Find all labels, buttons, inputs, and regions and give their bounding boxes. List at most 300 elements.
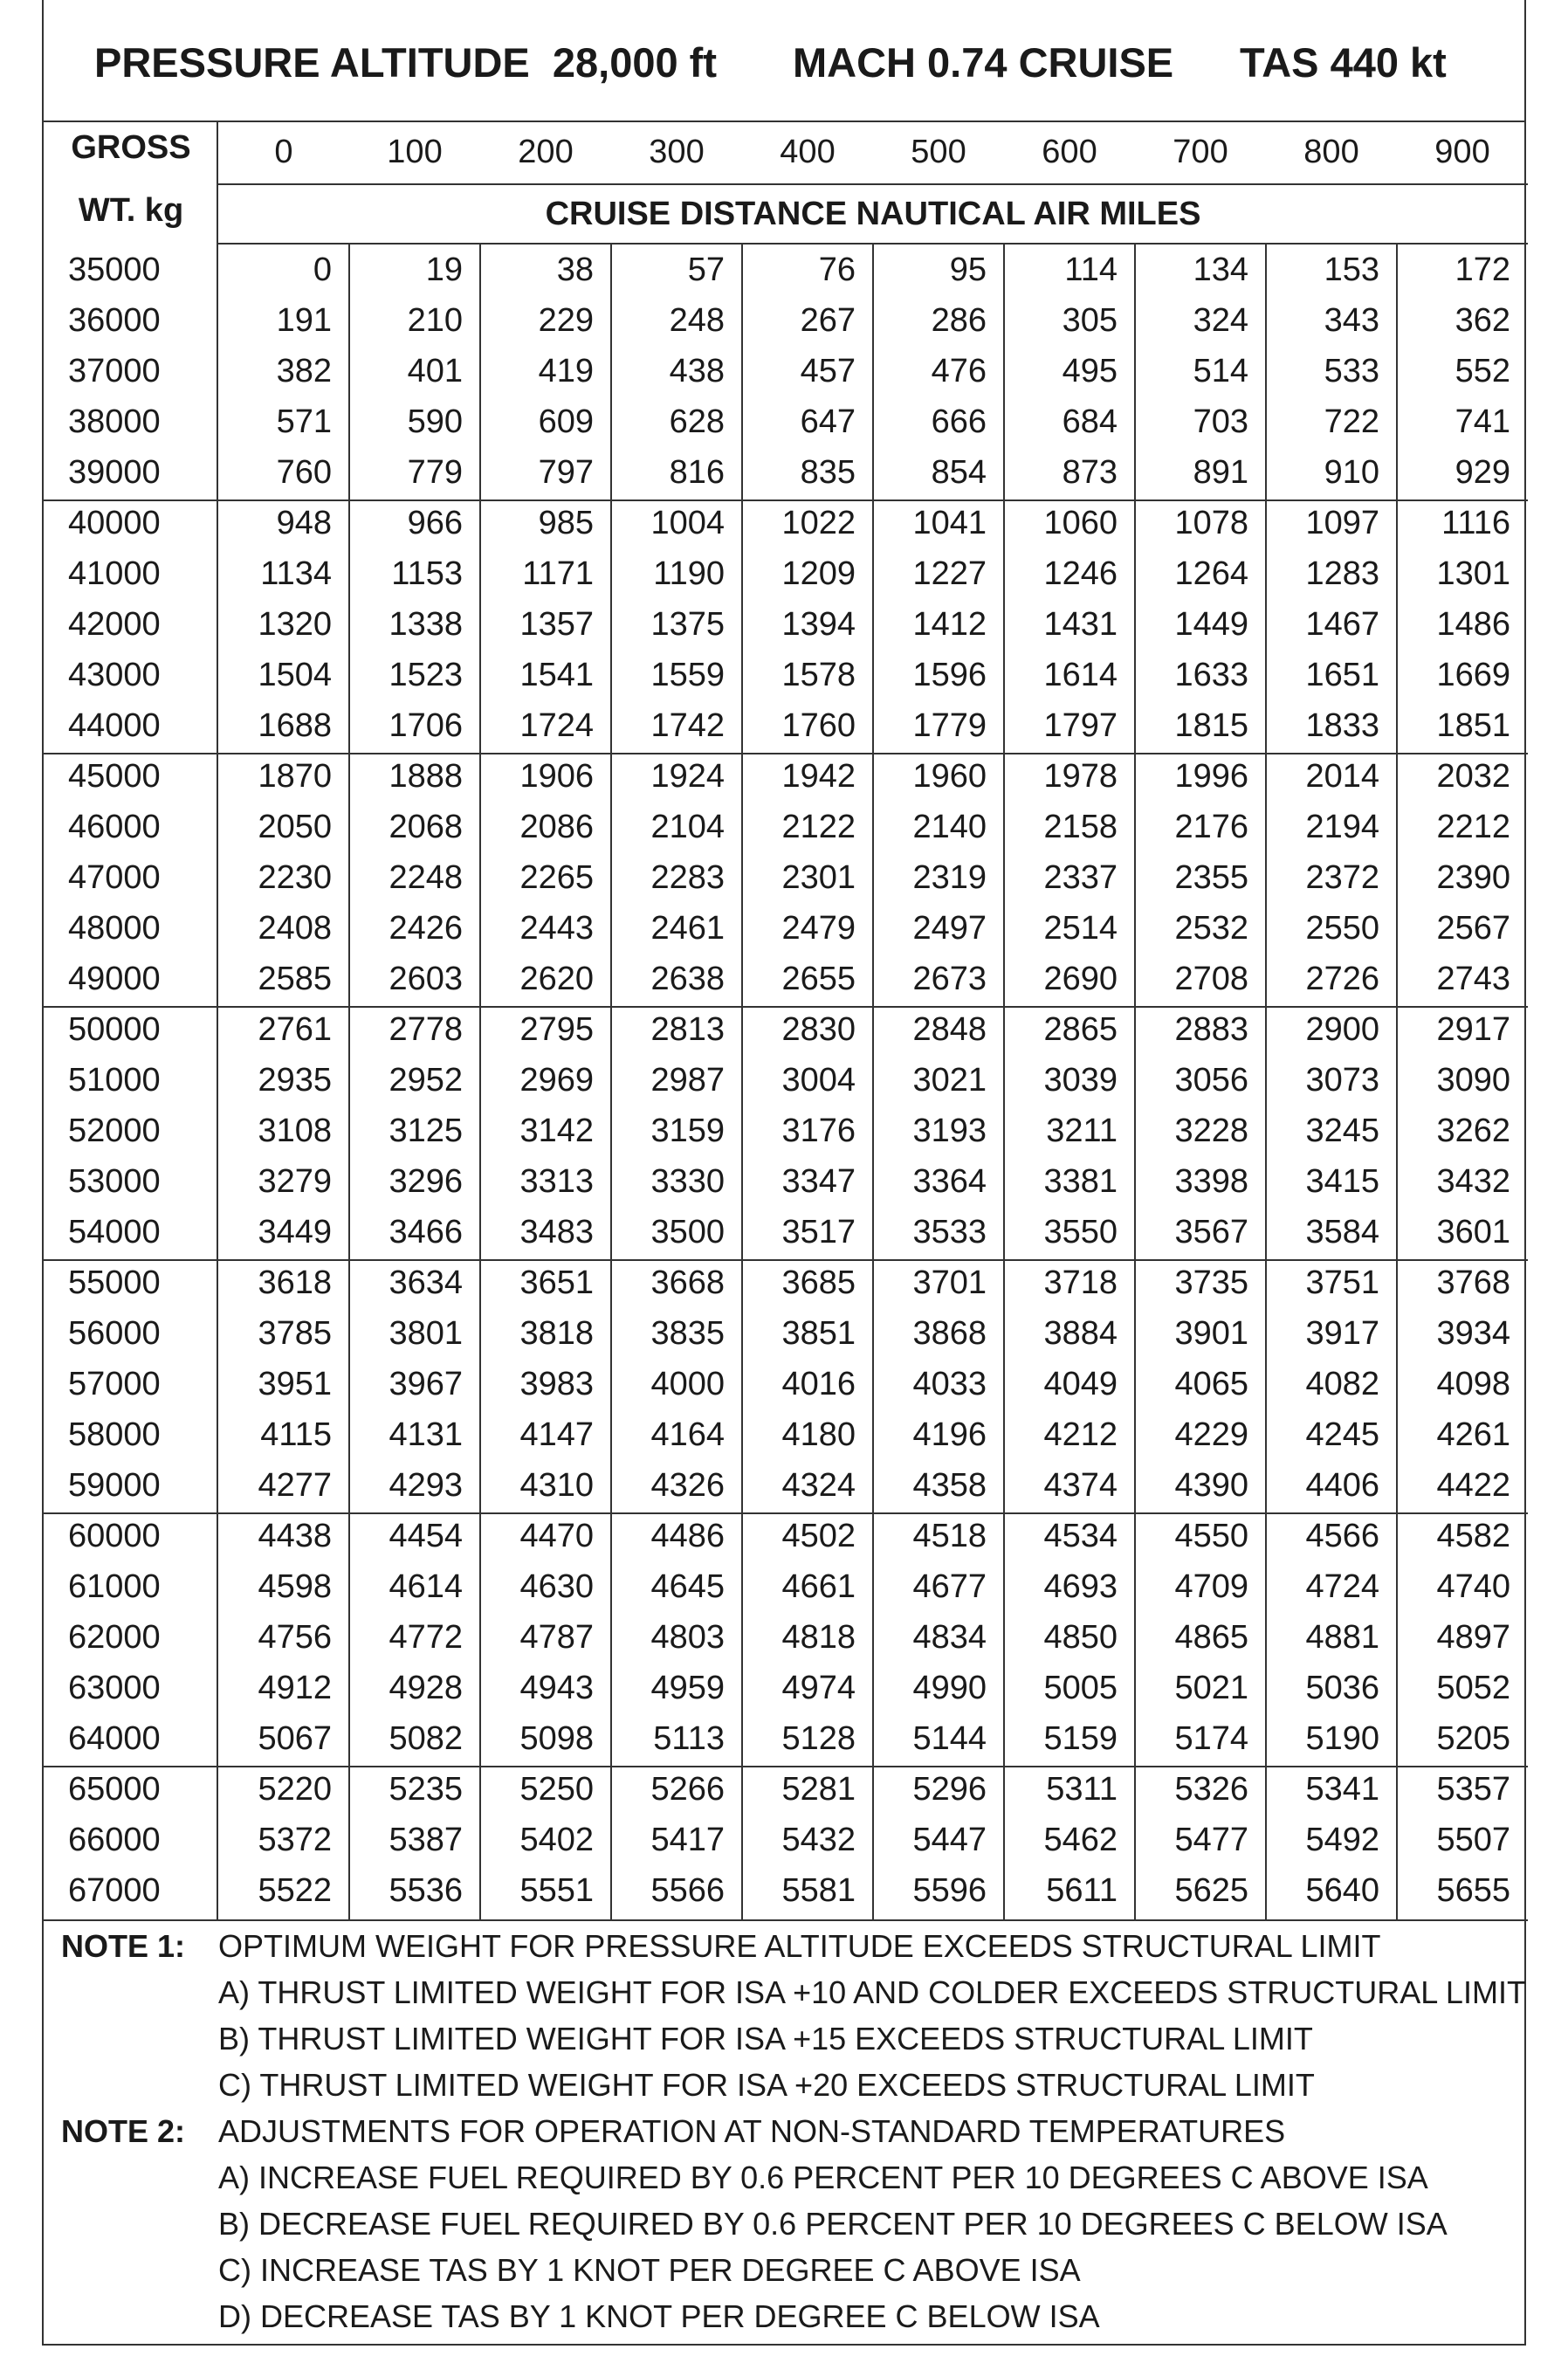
distance-cell: 2176	[1174, 809, 1248, 845]
gross-weight-cell: 43000	[68, 657, 161, 693]
distance-cell: 1578	[781, 657, 856, 693]
distance-cell: 722	[1324, 403, 1379, 440]
distance-cell: 5220	[258, 1771, 332, 1808]
distance-cell: 1779	[912, 707, 987, 744]
distance-cell: 286	[931, 302, 987, 339]
table-row	[44, 1561, 1528, 1612]
distance-cell: 2708	[1174, 961, 1248, 997]
note-label: NOTE 1:	[61, 1928, 186, 1964]
note-item: B) DECREASE FUEL REQUIRED BY 0.6 PERCENT PER 10 DEGREES C BELOW ISA	[218, 2206, 1448, 2242]
table-row	[44, 802, 1528, 852]
distance-cell: 5551	[519, 1872, 594, 1909]
distance-cell: 172	[1455, 251, 1510, 288]
distance-cell: 2883	[1174, 1011, 1248, 1048]
distance-cell: 5296	[912, 1771, 987, 1808]
distance-cell: 4180	[781, 1416, 856, 1453]
distance-cell: 4518	[912, 1518, 987, 1554]
distance-cell: 3618	[258, 1264, 332, 1301]
table-row	[44, 1257, 1528, 1308]
distance-cell: 3125	[389, 1113, 463, 1149]
distance-cell: 2390	[1436, 859, 1510, 896]
distance-cell: 5144	[912, 1720, 987, 1757]
distance-cell: 4115	[260, 1416, 332, 1453]
distance-cell: 1116	[1441, 505, 1510, 541]
header-column-label: 100	[387, 134, 443, 170]
table-row	[44, 1308, 1528, 1359]
distance-cell: 4566	[1305, 1518, 1379, 1554]
distance-cell: 2917	[1436, 1011, 1510, 1048]
distance-cell: 1978	[1043, 758, 1118, 795]
distance-cell: 1394	[781, 606, 856, 643]
gross-weight-cell: 62000	[68, 1619, 161, 1656]
gross-weight-cell: 42000	[68, 606, 161, 643]
distance-cell: 95	[949, 251, 987, 288]
distance-cell: 4245	[1305, 1416, 1379, 1453]
table-row	[44, 1156, 1528, 1207]
distance-cell: 5205	[1436, 1720, 1510, 1757]
distance-cell: 4390	[1174, 1467, 1248, 1504]
gross-weight-cell: 56000	[68, 1315, 161, 1352]
gross-weight-cell: 61000	[68, 1568, 161, 1605]
distance-cell: 4016	[781, 1366, 856, 1402]
distance-cell: 3668	[650, 1264, 725, 1301]
distance-cell: 571	[276, 403, 332, 440]
distance-cell: 910	[1324, 454, 1379, 491]
distance-cell: 3835	[650, 1315, 725, 1352]
distance-cell: 5477	[1174, 1822, 1248, 1858]
table-bottom-line	[44, 1919, 1528, 1921]
distance-cell: 3381	[1043, 1163, 1118, 1200]
distance-cell: 3313	[519, 1163, 594, 1200]
gross-weight-cell: 47000	[68, 859, 161, 896]
gross-weight-cell: 67000	[68, 1872, 161, 1909]
distance-cell: 4000	[650, 1366, 725, 1402]
table-row	[44, 1359, 1528, 1409]
distance-cell: 2778	[389, 1011, 463, 1048]
distance-cell: 3330	[650, 1163, 725, 1200]
distance-cell: 1097	[1305, 505, 1379, 541]
distance-cell: 1541	[519, 657, 594, 693]
distance-cell: 4850	[1043, 1619, 1118, 1656]
distance-cell: 2104	[650, 809, 725, 845]
table-row	[44, 1055, 1528, 1106]
distance-cell: 4082	[1305, 1366, 1379, 1402]
distance-cell: 1888	[389, 758, 463, 795]
distance-cell: 3193	[912, 1113, 987, 1149]
distance-cell: 2479	[781, 910, 856, 947]
distance-cell: 2830	[781, 1011, 856, 1048]
distance-cell: 2230	[258, 859, 332, 896]
distance-cell: 2301	[781, 859, 856, 896]
distance-cell: 3634	[389, 1264, 463, 1301]
distance-cell: 3951	[258, 1366, 332, 1402]
distance-cell: 1742	[650, 707, 725, 744]
distance-cell: 1633	[1174, 657, 1248, 693]
distance-cell: 1559	[650, 657, 725, 693]
row-group-divider	[44, 1006, 1528, 1008]
distance-cell: 4912	[258, 1670, 332, 1706]
distance-cell: 5266	[650, 1771, 725, 1808]
header-column-label: 0	[274, 134, 293, 170]
distance-cell: 1833	[1305, 707, 1379, 744]
header-gross: GROSS	[71, 129, 191, 166]
distance-cell: 4147	[519, 1416, 594, 1453]
distance-cell: 457	[800, 353, 856, 389]
distance-cell: 5432	[781, 1822, 856, 1858]
distance-cell: 19	[425, 251, 463, 288]
distance-cell: 5311	[1046, 1771, 1118, 1808]
distance-cell: 5235	[389, 1771, 463, 1808]
distance-cell: 4277	[258, 1467, 332, 1504]
distance-cell: 5190	[1305, 1720, 1379, 1757]
distance-cell: 1078	[1174, 505, 1248, 541]
distance-cell: 5640	[1305, 1872, 1379, 1909]
distance-cell: 5128	[781, 1720, 856, 1757]
distance-cell: 2726	[1305, 961, 1379, 997]
distance-cell: 4310	[519, 1467, 594, 1504]
distance-cell: 76	[818, 251, 856, 288]
distance-cell: 0	[313, 251, 332, 288]
row-group-divider	[44, 1766, 1528, 1767]
distance-cell: 3751	[1305, 1264, 1379, 1301]
distance-cell: 3533	[912, 1214, 987, 1250]
distance-cell: 5402	[519, 1822, 594, 1858]
distance-cell: 2550	[1305, 910, 1379, 947]
note-item: B) THRUST LIMITED WEIGHT FOR ISA +15 EXCEEDS STRUCTURAL LIMIT	[218, 2021, 1313, 2056]
distance-cell: 5447	[912, 1822, 987, 1858]
distance-cell: 4661	[781, 1568, 856, 1605]
distance-cell: 2969	[519, 1062, 594, 1099]
row-group-divider	[44, 499, 1528, 501]
distance-cell: 1996	[1174, 758, 1248, 795]
distance-cell: 134	[1193, 251, 1248, 288]
distance-cell: 3651	[519, 1264, 594, 1301]
distance-cell: 2050	[258, 809, 332, 845]
distance-cell: 2514	[1043, 910, 1118, 947]
distance-cell: 401	[407, 353, 463, 389]
note-label: NOTE 2:	[61, 2113, 186, 2149]
gross-weight-cell: 50000	[68, 1011, 161, 1048]
gross-weight-cell: 39000	[68, 454, 161, 491]
header-column-label: 900	[1434, 134, 1490, 170]
distance-cell: 4974	[781, 1670, 856, 1706]
distance-cell: 703	[1193, 403, 1248, 440]
table-row	[44, 1409, 1528, 1460]
distance-cell: 3021	[912, 1062, 987, 1099]
note-item: A) INCREASE FUEL REQUIRED BY 0.6 PERCENT PER 10 DEGREES C ABOVE ISA	[218, 2160, 1428, 2195]
distance-cell: 2032	[1436, 758, 1510, 795]
distance-cell: 533	[1324, 353, 1379, 389]
distance-cell: 2567	[1436, 910, 1510, 947]
gross-weight-cell: 66000	[68, 1822, 161, 1858]
distance-cell: 2194	[1305, 809, 1379, 845]
distance-cell: 2497	[912, 910, 987, 947]
distance-cell: 4645	[650, 1568, 725, 1605]
distance-cell: 4374	[1043, 1467, 1118, 1504]
distance-cell: 4959	[650, 1670, 725, 1706]
gross-weight-cell: 40000	[68, 505, 161, 541]
distance-cell: 210	[407, 302, 463, 339]
gross-weight-cell: 55000	[68, 1264, 161, 1301]
distance-cell: 3142	[519, 1113, 594, 1149]
cruise-table-sheet	[42, 0, 1526, 2346]
distance-cell: 2014	[1305, 758, 1379, 795]
column-divider	[348, 245, 350, 1919]
distance-cell: 1357	[519, 606, 594, 643]
distance-cell: 2532	[1174, 910, 1248, 947]
distance-cell: 628	[669, 403, 725, 440]
distance-cell: 2935	[258, 1062, 332, 1099]
distance-cell: 5655	[1436, 1872, 1510, 1909]
distance-cell: 5082	[389, 1720, 463, 1757]
distance-cell: 2426	[389, 910, 463, 947]
header-column-label: 200	[518, 134, 574, 170]
distance-cell: 5021	[1174, 1670, 1248, 1706]
distance-cell: 5098	[519, 1720, 594, 1757]
table-row	[44, 700, 1528, 751]
distance-cell: 362	[1455, 302, 1510, 339]
distance-cell: 3432	[1436, 1163, 1510, 1200]
distance-cell: 4756	[258, 1619, 332, 1656]
distance-cell: 2086	[519, 809, 594, 845]
distance-cell: 2952	[389, 1062, 463, 1099]
distance-cell: 1924	[650, 758, 725, 795]
distance-cell: 3176	[781, 1113, 856, 1149]
distance-cell: 1412	[912, 606, 987, 643]
distance-cell: 2408	[258, 910, 332, 947]
table-row	[44, 1106, 1528, 1156]
distance-cell: 114	[1064, 251, 1118, 288]
note-item: C) INCREASE TAS BY 1 KNOT PER DEGREE C ABOVE ISA	[218, 2252, 1081, 2288]
distance-cell: 854	[931, 454, 987, 491]
header-wt-kg: WT. kg	[78, 192, 184, 229]
distance-cell: 4324	[781, 1467, 856, 1504]
distance-cell: 1209	[781, 555, 856, 592]
distance-cell: 1375	[650, 606, 725, 643]
table-row	[44, 1663, 1528, 1713]
distance-cell: 760	[276, 454, 332, 491]
row-group-divider	[44, 1259, 1528, 1261]
distance-cell: 4164	[650, 1416, 725, 1453]
gross-weight-cell: 49000	[68, 961, 161, 997]
gross-weight-cell: 45000	[68, 758, 161, 795]
distance-cell: 2355	[1174, 859, 1248, 896]
distance-cell: 5417	[650, 1822, 725, 1858]
distance-cell: 476	[931, 353, 987, 389]
distance-cell: 5174	[1174, 1720, 1248, 1757]
distance-cell: 4928	[389, 1670, 463, 1706]
distance-cell: 5566	[650, 1872, 725, 1909]
distance-cell: 4709	[1174, 1568, 1248, 1605]
distance-cell: 229	[538, 302, 594, 339]
distance-cell: 3785	[258, 1315, 332, 1352]
distance-cell: 1320	[258, 606, 332, 643]
table-row	[44, 1865, 1528, 1916]
distance-cell: 305	[1062, 302, 1118, 339]
gross-weight-cell: 58000	[68, 1416, 161, 1453]
distance-cell: 4630	[519, 1568, 594, 1605]
distance-cell: 1171	[522, 555, 594, 592]
distance-cell: 4326	[650, 1467, 725, 1504]
table-row	[44, 1764, 1528, 1815]
distance-cell: 4693	[1043, 1568, 1118, 1605]
note-item: D) DECREASE TAS BY 1 KNOT PER DEGREE C BELOW ISA	[218, 2298, 1100, 2334]
distance-cell: 514	[1193, 353, 1248, 389]
distance-cell: 4582	[1436, 1518, 1510, 1554]
distance-cell: 4212	[1043, 1416, 1118, 1453]
distance-cell: 1851	[1436, 707, 1510, 744]
distance-cell: 382	[276, 353, 332, 389]
distance-cell: 2122	[781, 809, 856, 845]
distance-cell: 2638	[650, 961, 725, 997]
gross-weight-cell: 54000	[68, 1214, 161, 1250]
column-divider	[1134, 245, 1136, 1919]
distance-cell: 5326	[1174, 1771, 1248, 1808]
distance-cell: 2743	[1436, 961, 1510, 997]
distance-cell: 3517	[781, 1214, 856, 1250]
distance-cell: 4098	[1436, 1366, 1510, 1402]
distance-cell: 5250	[519, 1771, 594, 1808]
gross-weight-cell: 63000	[68, 1670, 161, 1706]
distance-cell: 4261	[1436, 1416, 1510, 1453]
distance-cell: 3550	[1043, 1214, 1118, 1250]
distance-cell: 3735	[1174, 1264, 1248, 1301]
distance-cell: 1797	[1043, 707, 1118, 744]
table-row	[44, 548, 1528, 599]
note-item: A) THRUST LIMITED WEIGHT FOR ISA +10 AND COLDER EXCEEDS STRUCTURAL LIMIT	[218, 1974, 1526, 2010]
distance-cell: 1283	[1305, 555, 1379, 592]
distance-cell: 1060	[1043, 505, 1118, 541]
distance-cell: 4943	[519, 1670, 594, 1706]
distance-cell: 5596	[912, 1872, 987, 1909]
table-row	[44, 751, 1528, 802]
distance-cell: 4406	[1305, 1467, 1379, 1504]
distance-cell: 1486	[1436, 606, 1510, 643]
distance-cell: 3004	[781, 1062, 856, 1099]
distance-cell: 1227	[912, 555, 987, 592]
distance-cell: 2848	[912, 1011, 987, 1048]
distance-cell: 153	[1324, 251, 1379, 288]
distance-cell: 4358	[912, 1467, 987, 1504]
gross-weight-cell: 51000	[68, 1062, 161, 1099]
distance-cell: 1688	[258, 707, 332, 744]
title-pressure-altitude: PRESSURE ALTITUDE 28,000 ft	[94, 39, 717, 86]
distance-cell: 1134	[260, 555, 332, 592]
gross-weight-cell: 36000	[68, 302, 161, 339]
distance-cell: 2761	[258, 1011, 332, 1048]
distance-cell: 1264	[1174, 555, 1248, 592]
distance-cell: 4724	[1305, 1568, 1379, 1605]
distance-cell: 779	[407, 454, 463, 491]
title-mach-cruise: MACH 0.74 CRUISE	[793, 39, 1174, 86]
distance-cell: 4065	[1174, 1366, 1248, 1402]
distance-cell: 5372	[258, 1822, 332, 1858]
distance-cell: 2620	[519, 961, 594, 997]
distance-cell: 2585	[258, 961, 332, 997]
distance-cell: 5387	[389, 1822, 463, 1858]
distance-cell: 797	[538, 454, 594, 491]
distance-cell: 2443	[519, 910, 594, 947]
distance-cell: 1614	[1043, 657, 1118, 693]
distance-cell: 3296	[389, 1163, 463, 1200]
distance-cell: 3245	[1305, 1113, 1379, 1149]
table-title	[44, 0, 1524, 122]
distance-cell: 4196	[912, 1416, 987, 1453]
distance-cell: 3901	[1174, 1315, 1248, 1352]
distance-cell: 2655	[781, 961, 856, 997]
distance-cell: 3851	[781, 1315, 856, 1352]
distance-cell: 4598	[258, 1568, 332, 1605]
distance-cell: 1022	[781, 505, 856, 541]
distance-cell: 1706	[389, 707, 463, 744]
distance-cell: 4049	[1043, 1366, 1118, 1402]
distance-cell: 741	[1455, 403, 1510, 440]
distance-cell: 3211	[1046, 1113, 1118, 1149]
distance-cell: 1870	[258, 758, 332, 795]
header-column-label: 300	[649, 134, 705, 170]
distance-cell: 57	[687, 251, 725, 288]
distance-cell: 2690	[1043, 961, 1118, 997]
distance-cell: 3056	[1174, 1062, 1248, 1099]
distance-cell: 3967	[389, 1366, 463, 1402]
gross-weight-cell: 37000	[68, 353, 161, 389]
distance-cell: 1041	[912, 505, 987, 541]
distance-cell: 4422	[1436, 1467, 1510, 1504]
gross-weight-cell: 53000	[68, 1163, 161, 1200]
distance-cell: 3801	[389, 1315, 463, 1352]
distance-cell: 647	[800, 403, 856, 440]
gross-weight-cell: 38000	[68, 403, 161, 440]
distance-cell: 4772	[389, 1619, 463, 1656]
distance-cell: 929	[1455, 454, 1510, 491]
distance-cell: 38	[556, 251, 594, 288]
distance-cell: 3983	[519, 1366, 594, 1402]
distance-cell: 3718	[1043, 1264, 1118, 1301]
gross-weight-cell: 59000	[68, 1467, 161, 1504]
distance-cell: 3884	[1043, 1315, 1118, 1352]
distance-cell: 3685	[781, 1264, 856, 1301]
distance-cell: 1153	[391, 555, 463, 592]
distance-cell: 5281	[781, 1771, 856, 1808]
distance-cell: 4803	[650, 1619, 725, 1656]
distance-cell: 3567	[1174, 1214, 1248, 1250]
table-row	[44, 1207, 1528, 1257]
distance-cell: 684	[1062, 403, 1118, 440]
distance-cell: 5536	[389, 1872, 463, 1909]
header-cruise-distance: CRUISE DISTANCE NAUTICAL AIR MILES	[218, 183, 1528, 245]
distance-cell: 4677	[912, 1568, 987, 1605]
distance-cell: 3108	[258, 1113, 332, 1149]
header-column-label: 700	[1173, 134, 1228, 170]
distance-cell: 1246	[1043, 555, 1118, 592]
distance-cell: 1906	[519, 758, 594, 795]
table-row	[44, 498, 1528, 548]
table-row	[44, 447, 1528, 498]
distance-cell: 4438	[258, 1518, 332, 1554]
distance-cell: 2265	[519, 859, 594, 896]
distance-cell: 4740	[1436, 1568, 1510, 1605]
distance-cell: 3466	[389, 1214, 463, 1250]
distance-cell: 1431	[1043, 606, 1118, 643]
distance-cell: 2900	[1305, 1011, 1379, 1048]
distance-cell: 2283	[650, 859, 725, 896]
distance-cell: 1815	[1174, 707, 1248, 744]
distance-cell: 3768	[1436, 1264, 1510, 1301]
distance-cell: 4787	[519, 1619, 594, 1656]
distance-cell: 2319	[912, 859, 987, 896]
gross-weight-cell: 65000	[68, 1771, 161, 1808]
distance-cell: 666	[931, 403, 987, 440]
